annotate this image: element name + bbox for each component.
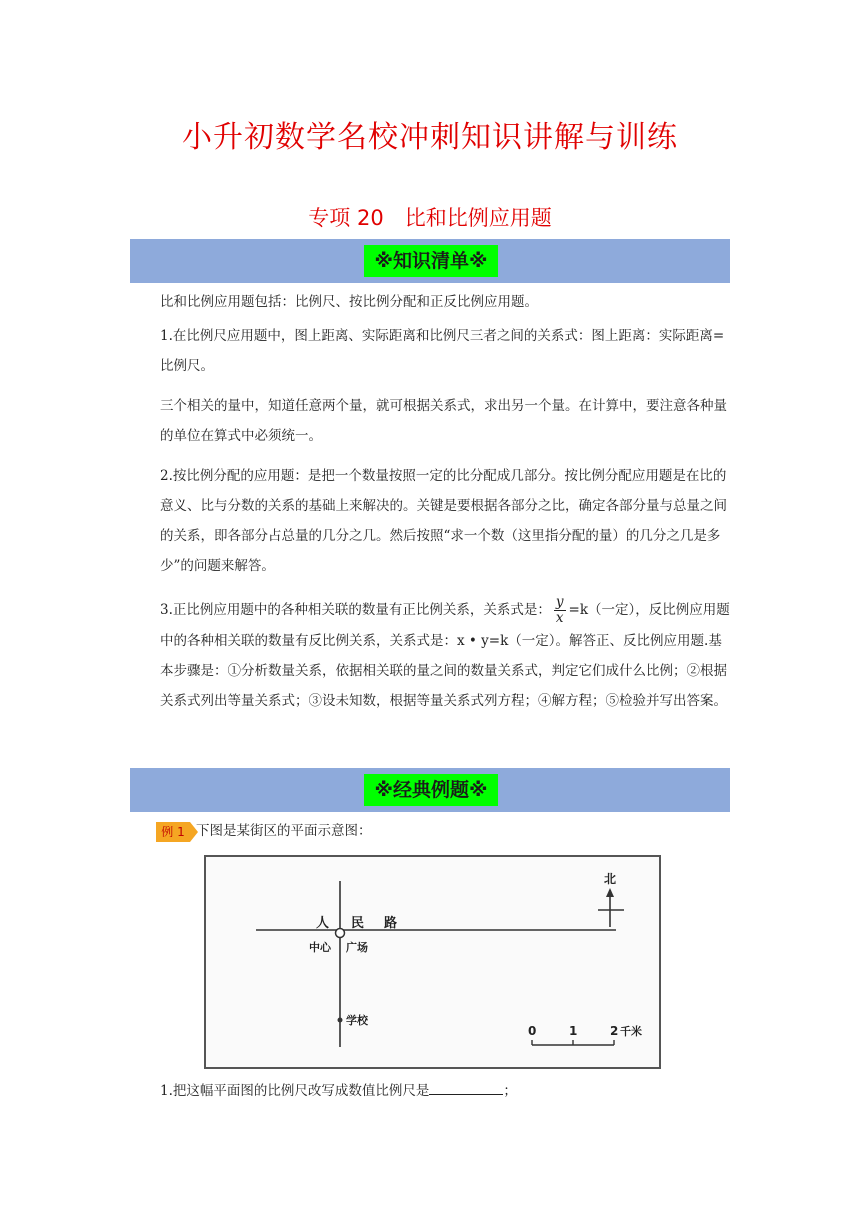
square-label: 广场 [346, 941, 368, 954]
knowledge-p1b: 三个相关的量中，知道任意两个量，就可根据关系式，求出另一个量。在计算中，要注意各种量的单位在算式中必须统一。 [160, 398, 727, 444]
center-point [336, 929, 345, 938]
school-label: 学校 [346, 1014, 368, 1027]
scale-label-2: 2 [610, 1024, 619, 1038]
road-label-1: 人 [316, 916, 330, 931]
scale-label-0: 0 [528, 1024, 537, 1038]
examples-section-tag: ※经典例题※ [364, 774, 498, 806]
page-title: 小升初数学名校冲刺知识讲解与训练 [182, 120, 678, 155]
question-1-text: 1.把这幅平面图的比例尺改写成数值比例尺是 [160, 1083, 430, 1099]
answer-blank[interactable] [429, 1080, 503, 1095]
road-label-2: 民 [351, 916, 365, 931]
section-subtitle: 专项 20 比和比例应用题 [308, 206, 552, 230]
street-map-svg [206, 857, 659, 1067]
ratio-fraction [554, 595, 566, 626]
knowledge-p1-text: 1.在比例尺应用题中，图上距离、实际距离和比例尺三者之间的关系式：图上距离：实际距离=比例尺。 [160, 328, 725, 374]
center-label: 中心 [309, 941, 331, 954]
school-point [338, 1018, 343, 1023]
examples-section-bar [130, 768, 730, 812]
north-label: 北 [604, 872, 617, 886]
knowledge-p3-after: =k（一定），反比例应用题中的各种相关联的数量有反比例关系，关系式是：x • y=k（一定）。解答正、反比例应用题.基本步骤是：①分析数量关系，依据相关联的量之间的数量关系式，判定它们成什么比例；②根据关系式列出等量关系式；③设未知数，根据等量关系式列方程；④解方程；⑤检验并写出答案。 [160, 602, 730, 709]
knowledge-intro: 比和比例应用题包括：比例尺、按比例分配和正反比例应用题。 [160, 294, 538, 310]
knowledge-section-tag: ※知识清单※ [364, 245, 498, 277]
knowledge-p3 [160, 595, 730, 716]
scale-unit-label: 千米 [620, 1025, 642, 1038]
street-map-figure [204, 855, 661, 1069]
fraction-numerator: y [555, 594, 564, 610]
fraction-denominator: x [555, 610, 564, 626]
knowledge-p1 [160, 321, 730, 381]
knowledge-section-bar [130, 239, 730, 283]
north-arrow-head [606, 888, 614, 897]
knowledge-p3-before: 3.正比例应用题中的各种相关联的数量有正比例关系，关系式是： [160, 602, 551, 618]
example-text: 下图是某街区的平面示意图： [196, 823, 372, 839]
road-label-3: 路 [384, 916, 398, 931]
knowledge-p2: 2.按比例分配的应用题：是把一个数量按照一定的比分配成几部分。按比例分配应用题是在比的意义、比与分数的关系的基础上来解决的。关键是要根据各部分之比，确定各部分量与总量之间的关系，即各部分占总量的几分之几。然后按照“求一个数（这里指分配的量）的几分之几是多少”的问题来解答。 [160, 468, 727, 574]
question-1-end: ； [503, 1083, 517, 1099]
scale-label-1: 1 [569, 1024, 578, 1038]
question-1 [160, 1078, 517, 1104]
example-badge: 例 1 [156, 822, 190, 842]
